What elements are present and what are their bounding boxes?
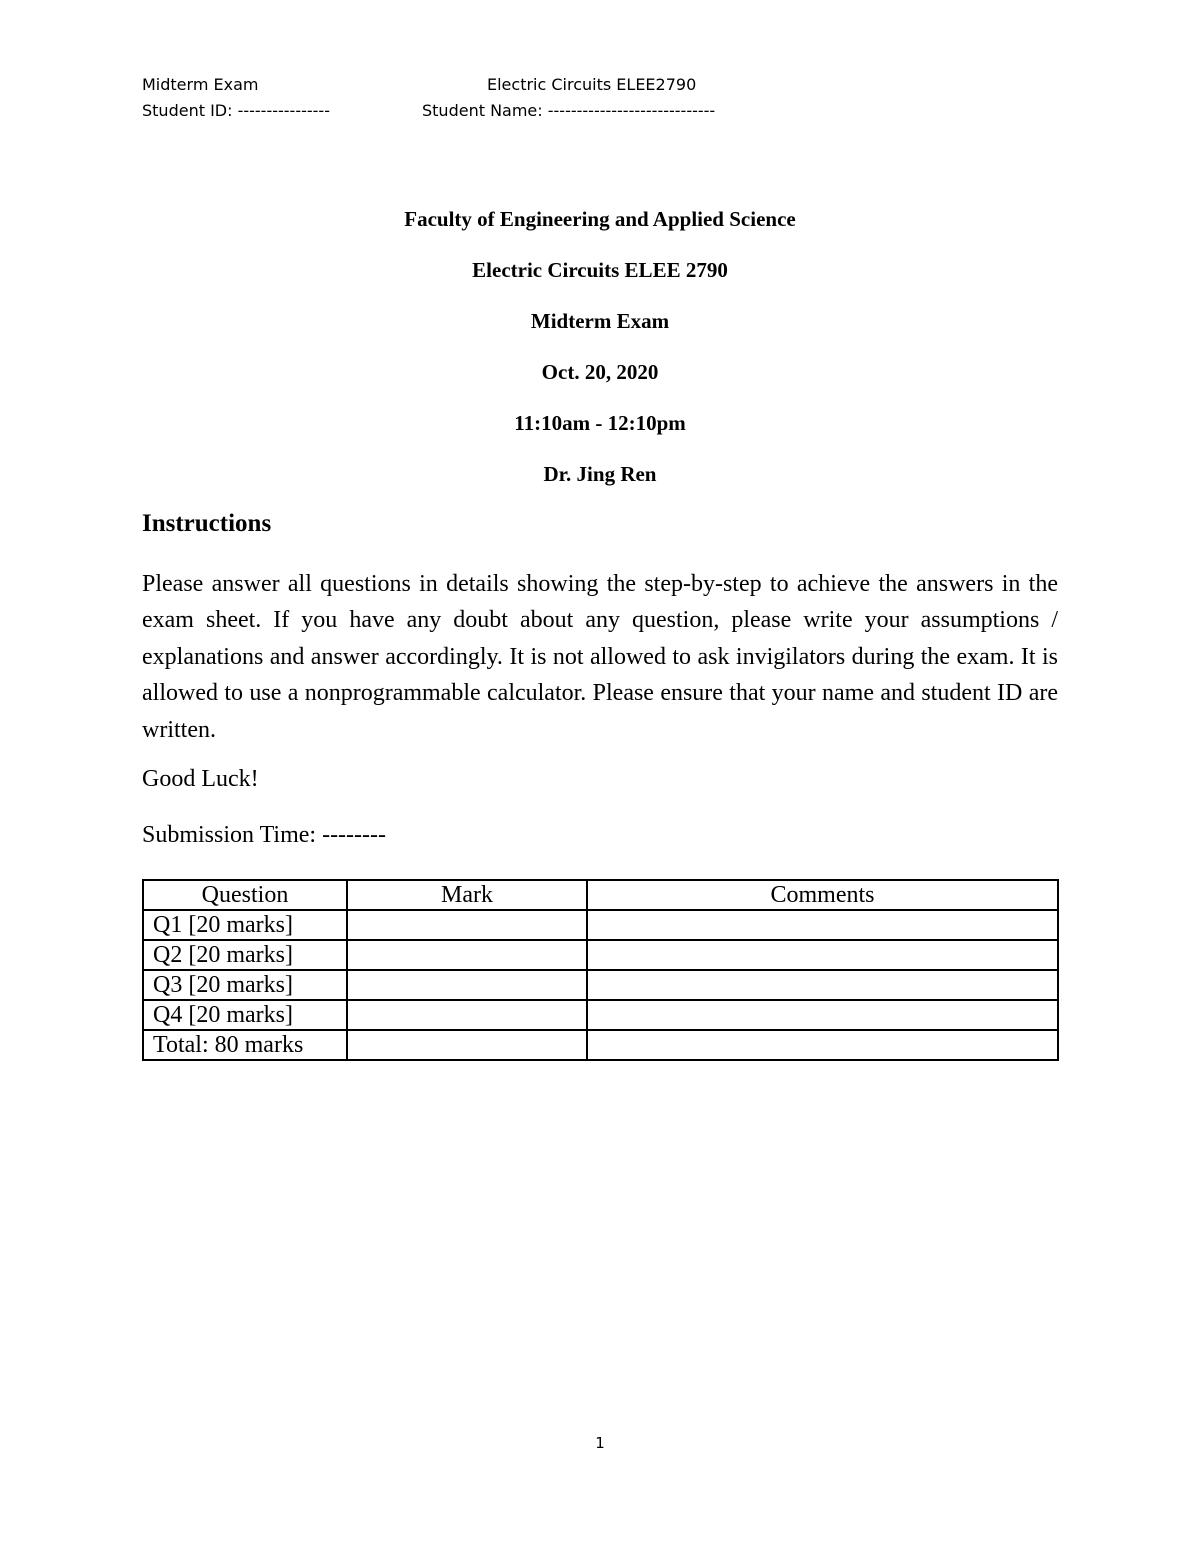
header-exam-label: Midterm Exam bbox=[142, 75, 259, 94]
table-row bbox=[143, 970, 1058, 1000]
instructor-name: Dr. Jing Ren bbox=[543, 462, 657, 486]
comments-cell[interactable] bbox=[587, 940, 1058, 970]
page-header bbox=[142, 72, 942, 124]
comments-cell[interactable] bbox=[587, 1030, 1058, 1060]
mark-cell[interactable] bbox=[347, 970, 587, 1000]
comments-cell[interactable] bbox=[587, 970, 1058, 1000]
comments-cell[interactable] bbox=[587, 910, 1058, 940]
table-row bbox=[143, 910, 1058, 940]
mark-cell[interactable] bbox=[347, 940, 587, 970]
student-id-field: Student ID: ---------------- bbox=[142, 101, 330, 120]
title-block bbox=[0, 203, 1200, 509]
table-row bbox=[143, 1030, 1058, 1060]
mark-cell[interactable] bbox=[347, 1030, 587, 1060]
column-header-mark: Mark bbox=[347, 880, 587, 910]
submission-time: Submission Time: -------- bbox=[142, 822, 387, 848]
table-header-row bbox=[143, 880, 1058, 910]
faculty-title: Faculty of Engineering and Applied Science bbox=[404, 207, 796, 231]
good-luck-text: Good Luck! bbox=[142, 766, 259, 792]
question-cell: Total: 80 marks bbox=[143, 1030, 347, 1060]
mark-cell[interactable] bbox=[347, 910, 587, 940]
question-cell: Q4 [20 marks] bbox=[143, 1000, 347, 1030]
header-course-label: Electric Circuits ELEE2790 bbox=[487, 75, 697, 94]
header-row-1 bbox=[142, 72, 942, 98]
column-header-comments: Comments bbox=[587, 880, 1058, 910]
question-cell: Q1 [20 marks] bbox=[143, 910, 347, 940]
student-name-field: Student Name: ----------------------------- bbox=[422, 101, 716, 120]
exam-date: Oct. 20, 2020 bbox=[541, 360, 659, 384]
instructions-body: Please answer all questions in details showing the step-by-step to achieve the answers in the exam sheet. If you have any doubt about any question, please write your assumptions / explanations and answer accordingly. It is not allowed to ask invigilators during the exam. It is allowed to use a nonprogrammable calculator. Please ensure that your name and student ID are written. bbox=[142, 571, 1058, 743]
instructions-heading: Instructions bbox=[142, 510, 272, 537]
question-cell: Q2 [20 marks] bbox=[143, 940, 347, 970]
mark-cell[interactable] bbox=[347, 1000, 587, 1030]
marks-table bbox=[142, 879, 1059, 1061]
table-row bbox=[143, 940, 1058, 970]
header-row-2 bbox=[142, 98, 942, 124]
question-cell: Q3 [20 marks] bbox=[143, 970, 347, 1000]
column-header-question: Question bbox=[143, 880, 347, 910]
comments-cell[interactable] bbox=[587, 1000, 1058, 1030]
table-row bbox=[143, 1000, 1058, 1030]
course-title: Electric Circuits ELEE 2790 bbox=[472, 258, 728, 282]
page-number: 1 bbox=[595, 1434, 605, 1452]
exam-title: Midterm Exam bbox=[530, 309, 670, 333]
exam-time: 11:10am - 12:10pm bbox=[514, 411, 686, 435]
